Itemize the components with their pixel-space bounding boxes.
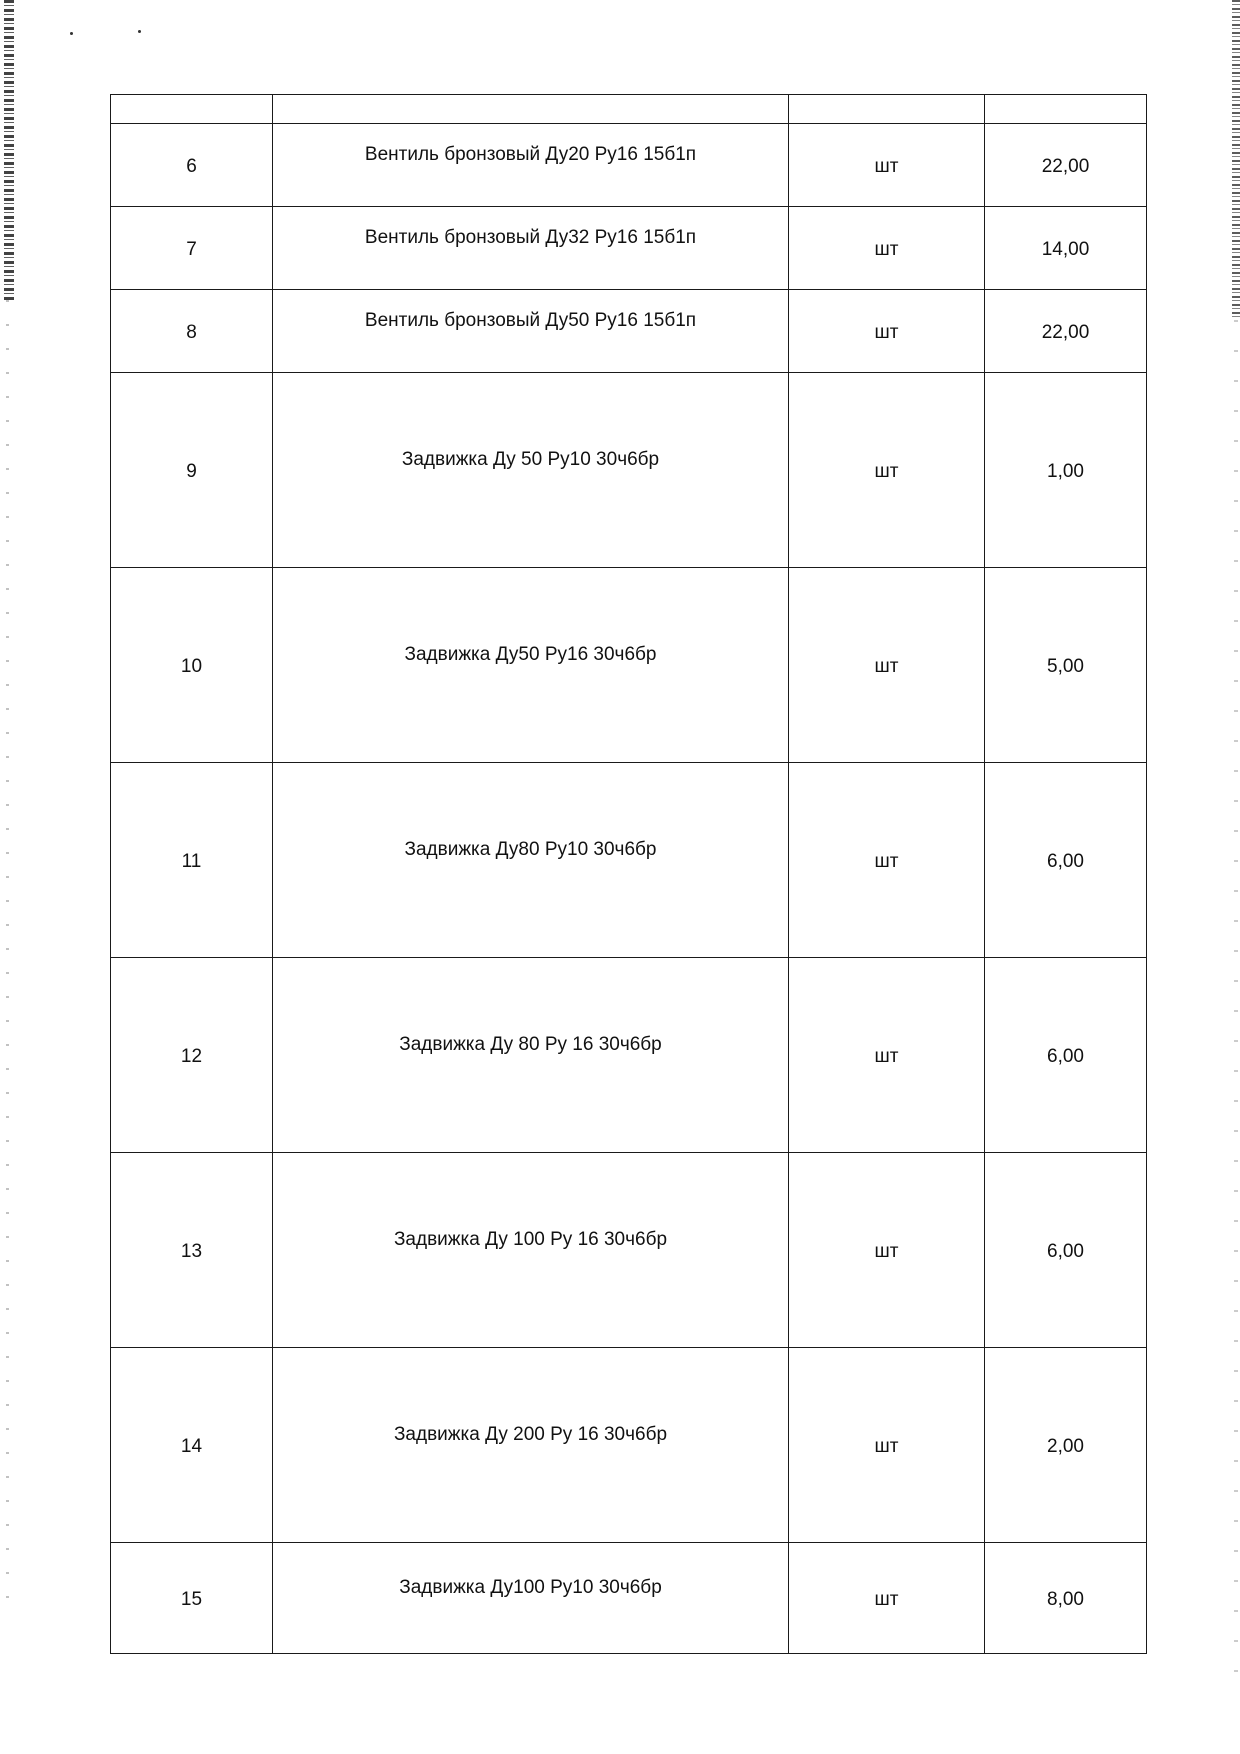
unit-cell [789,568,985,763]
item-name-cell [273,1348,789,1543]
unit-cell [789,290,985,373]
item-name-cell-text: Задвижка Ду 100 Ру 16 30ч6бр [393,1229,668,1250]
table-row [111,124,1147,207]
row-number-cell [111,763,273,958]
quantity-cell [985,373,1147,568]
row-number-cell-text: 11 [181,851,202,872]
item-name-cell-text: Задвижка Ду100 Ру10 30ч6бр [399,1577,662,1598]
quantity-cell-text: 2,00 [1047,1436,1084,1457]
quantity-cell-text: 14,00 [1041,239,1090,260]
table-row [111,207,1147,290]
unit-cell-text: шт [874,1241,899,1262]
item-name-cell [273,373,789,568]
header-cell-num [111,95,273,124]
quantity-cell [985,207,1147,290]
table-row [111,1348,1147,1543]
scan-speck [70,32,73,35]
row-number-cell [111,373,273,568]
quantity-cell-text: 6,00 [1047,1046,1084,1067]
quantity-cell [985,1543,1147,1654]
unit-cell-text: шт [874,156,899,177]
item-name-cell-text: Вентиль бронзовый Ду20 Ру16 15б1п [364,144,697,165]
row-number-cell [111,958,273,1153]
item-name-cell [273,124,789,207]
row-number-cell [111,207,273,290]
row-number-cell-text: 9 [186,461,197,482]
unit-cell-text: шт [874,851,899,872]
unit-cell [789,373,985,568]
item-name-cell-text: Задвижка Ду 80 Ру 16 30ч6бр [399,1034,662,1055]
row-number-cell-text: 13 [180,1241,203,1262]
row-number-cell-text: 8 [186,322,197,343]
item-name-cell [273,763,789,958]
item-name-cell-text: Задвижка Ду 50 Ру10 30ч6бр [401,449,660,470]
row-number-cell [111,1543,273,1654]
item-name-cell-text: Вентиль бронзовый Ду50 Ру16 15б1п [364,310,697,331]
scan-speck [138,30,141,33]
row-number-cell-text: 10 [180,656,203,677]
table-row [111,763,1147,958]
row-number-cell-text: 14 [180,1436,203,1457]
quantity-cell [985,1348,1147,1543]
row-number-cell [111,568,273,763]
unit-cell [789,124,985,207]
row-number-cell-text: 12 [180,1046,203,1067]
quantity-cell-text: 6,00 [1047,851,1084,872]
item-name-cell [273,1543,789,1654]
unit-cell-text: шт [874,239,899,260]
items-table-body [111,95,1147,1654]
unit-cell [789,958,985,1153]
items-table-container [110,94,1146,1668]
unit-cell-text: шт [874,656,899,677]
unit-cell-text: шт [874,1436,899,1457]
unit-cell [789,1348,985,1543]
quantity-cell [985,1153,1147,1348]
row-number-cell-text: 6 [186,156,197,177]
unit-cell-text: шт [874,1589,899,1610]
header-cell-qty [985,95,1147,124]
item-name-cell [273,207,789,290]
quantity-cell-text: 6,00 [1047,1241,1084,1262]
items-table [110,94,1147,1654]
item-name-cell [273,1153,789,1348]
quantity-cell [985,124,1147,207]
row-number-cell-text: 7 [186,239,197,260]
quantity-cell [985,290,1147,373]
unit-cell [789,207,985,290]
scan-artifact-right-lower [1234,320,1238,1700]
quantity-cell [985,763,1147,958]
unit-cell [789,1153,985,1348]
row-number-cell-text: 15 [180,1589,203,1610]
quantity-cell-text: 8,00 [1047,1589,1084,1610]
row-number-cell [111,290,273,373]
scan-artifact-right [1232,0,1240,320]
scan-artifact-left-lower [6,300,9,1600]
unit-cell-text: шт [874,1046,899,1067]
scan-artifact-left [4,0,14,300]
header-cell-unit [789,95,985,124]
quantity-cell-text: 22,00 [1041,156,1090,177]
item-name-cell [273,568,789,763]
unit-cell-text: шт [874,461,899,482]
item-name-cell [273,958,789,1153]
header-cell-name [273,95,789,124]
quantity-cell-text: 22,00 [1041,322,1090,343]
table-row [111,1543,1147,1654]
table-row [111,290,1147,373]
table-header-row [111,95,1147,124]
row-number-cell [111,1153,273,1348]
quantity-cell [985,958,1147,1153]
item-name-cell-text: Вентиль бронзовый Ду32 Ру16 15б1п [364,227,697,248]
unit-cell [789,763,985,958]
item-name-cell [273,290,789,373]
row-number-cell [111,124,273,207]
unit-cell-text: шт [874,322,899,343]
quantity-cell-text: 5,00 [1047,656,1084,677]
quantity-cell-text: 1,00 [1047,461,1084,482]
item-name-cell-text: Задвижка Ду50 Ру16 30ч6бр [404,644,657,665]
table-row [111,373,1147,568]
table-row [111,568,1147,763]
row-number-cell [111,1348,273,1543]
item-name-cell-text: Задвижка Ду 200 Ру 16 30ч6бр [393,1424,668,1445]
item-name-cell-text: Задвижка Ду80 Ру10 30ч6бр [404,839,657,860]
table-row [111,958,1147,1153]
table-row [111,1153,1147,1348]
unit-cell [789,1543,985,1654]
quantity-cell [985,568,1147,763]
